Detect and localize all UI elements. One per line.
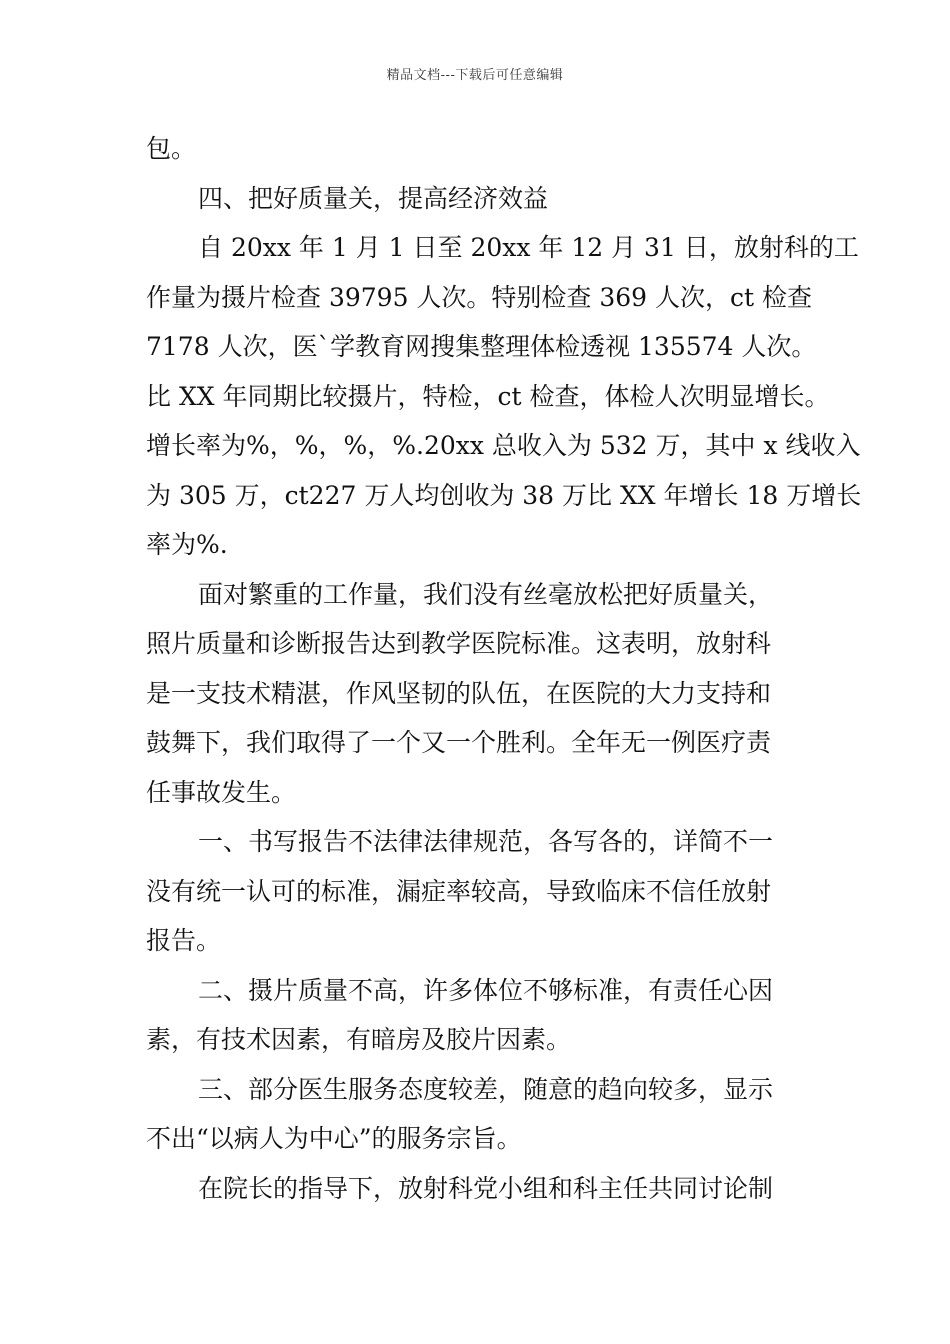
text-line: 率为%. [146,530,228,559]
section-heading: 四、把好质量关，提高经济效益 [198,183,549,213]
text-line: 三、部分医生服务态度较差，随意的趋向较多，显示 [198,1074,774,1104]
text-line: 素，有技术因素，有暗房及胶片因素。 [146,1025,572,1054]
text-line: 在院长的指导下，放射科党小组和科主任共同讨论制 [198,1173,774,1203]
text-line: 增长率为%，%，%，%.20xx 总收入为 532 万，其中 x 线收入 [146,431,861,460]
text-line: 作量为摄片检查 39795 人次。特别检查 369 人次，ct 检查 [146,282,813,312]
text-line: 没有统一认可的标准，漏症率较高，导致临床不信任放射 [146,876,772,906]
text-line: 鼓舞下，我们取得了一个又一个胜利。全年无一例医疗责 [146,728,772,757]
text-line: 二、摄片质量不高，许多体位不够标准，有责任心因 [198,975,774,1005]
text-line: 比 XX 年同期比较摄片，特检，ct 检查，体检人次明显增长。 [146,381,830,411]
page-header: 精品文档---下载后可任意编辑 [386,68,564,83]
text-line: 报告。 [146,926,222,955]
text-line: 面对繁重的工作量，我们没有丝毫放松把好质量关， [198,579,774,609]
text-line: 是一支技术精湛，作风坚韧的队伍，在医院的大力支持和 [146,678,772,708]
text-line: 包。 [146,134,197,163]
text-line: 不出“以病人为中心”的服务宗旨。 [146,1124,522,1153]
document-body [146,124,862,1213]
text-line: 为 305 万，ct227 万人均创收为 38 万比 XX 年增长 18 万增长 [146,480,862,510]
text-line: 照片质量和诊断报告达到教学医院标准。这表明，放射科 [146,629,772,658]
text-line: 一、书写报告不法律法律规范，各写各的，详简不一 [198,827,774,856]
text-line: 7178 人次，医`学教育网搜集整理体检透视 135574 人次。 [146,332,817,361]
text-line: 自 20xx 年 1 月 1 日至 20xx 年 12 月 31 日，放射科的工 [198,233,859,262]
text-line: 任事故发生。 [146,777,297,807]
